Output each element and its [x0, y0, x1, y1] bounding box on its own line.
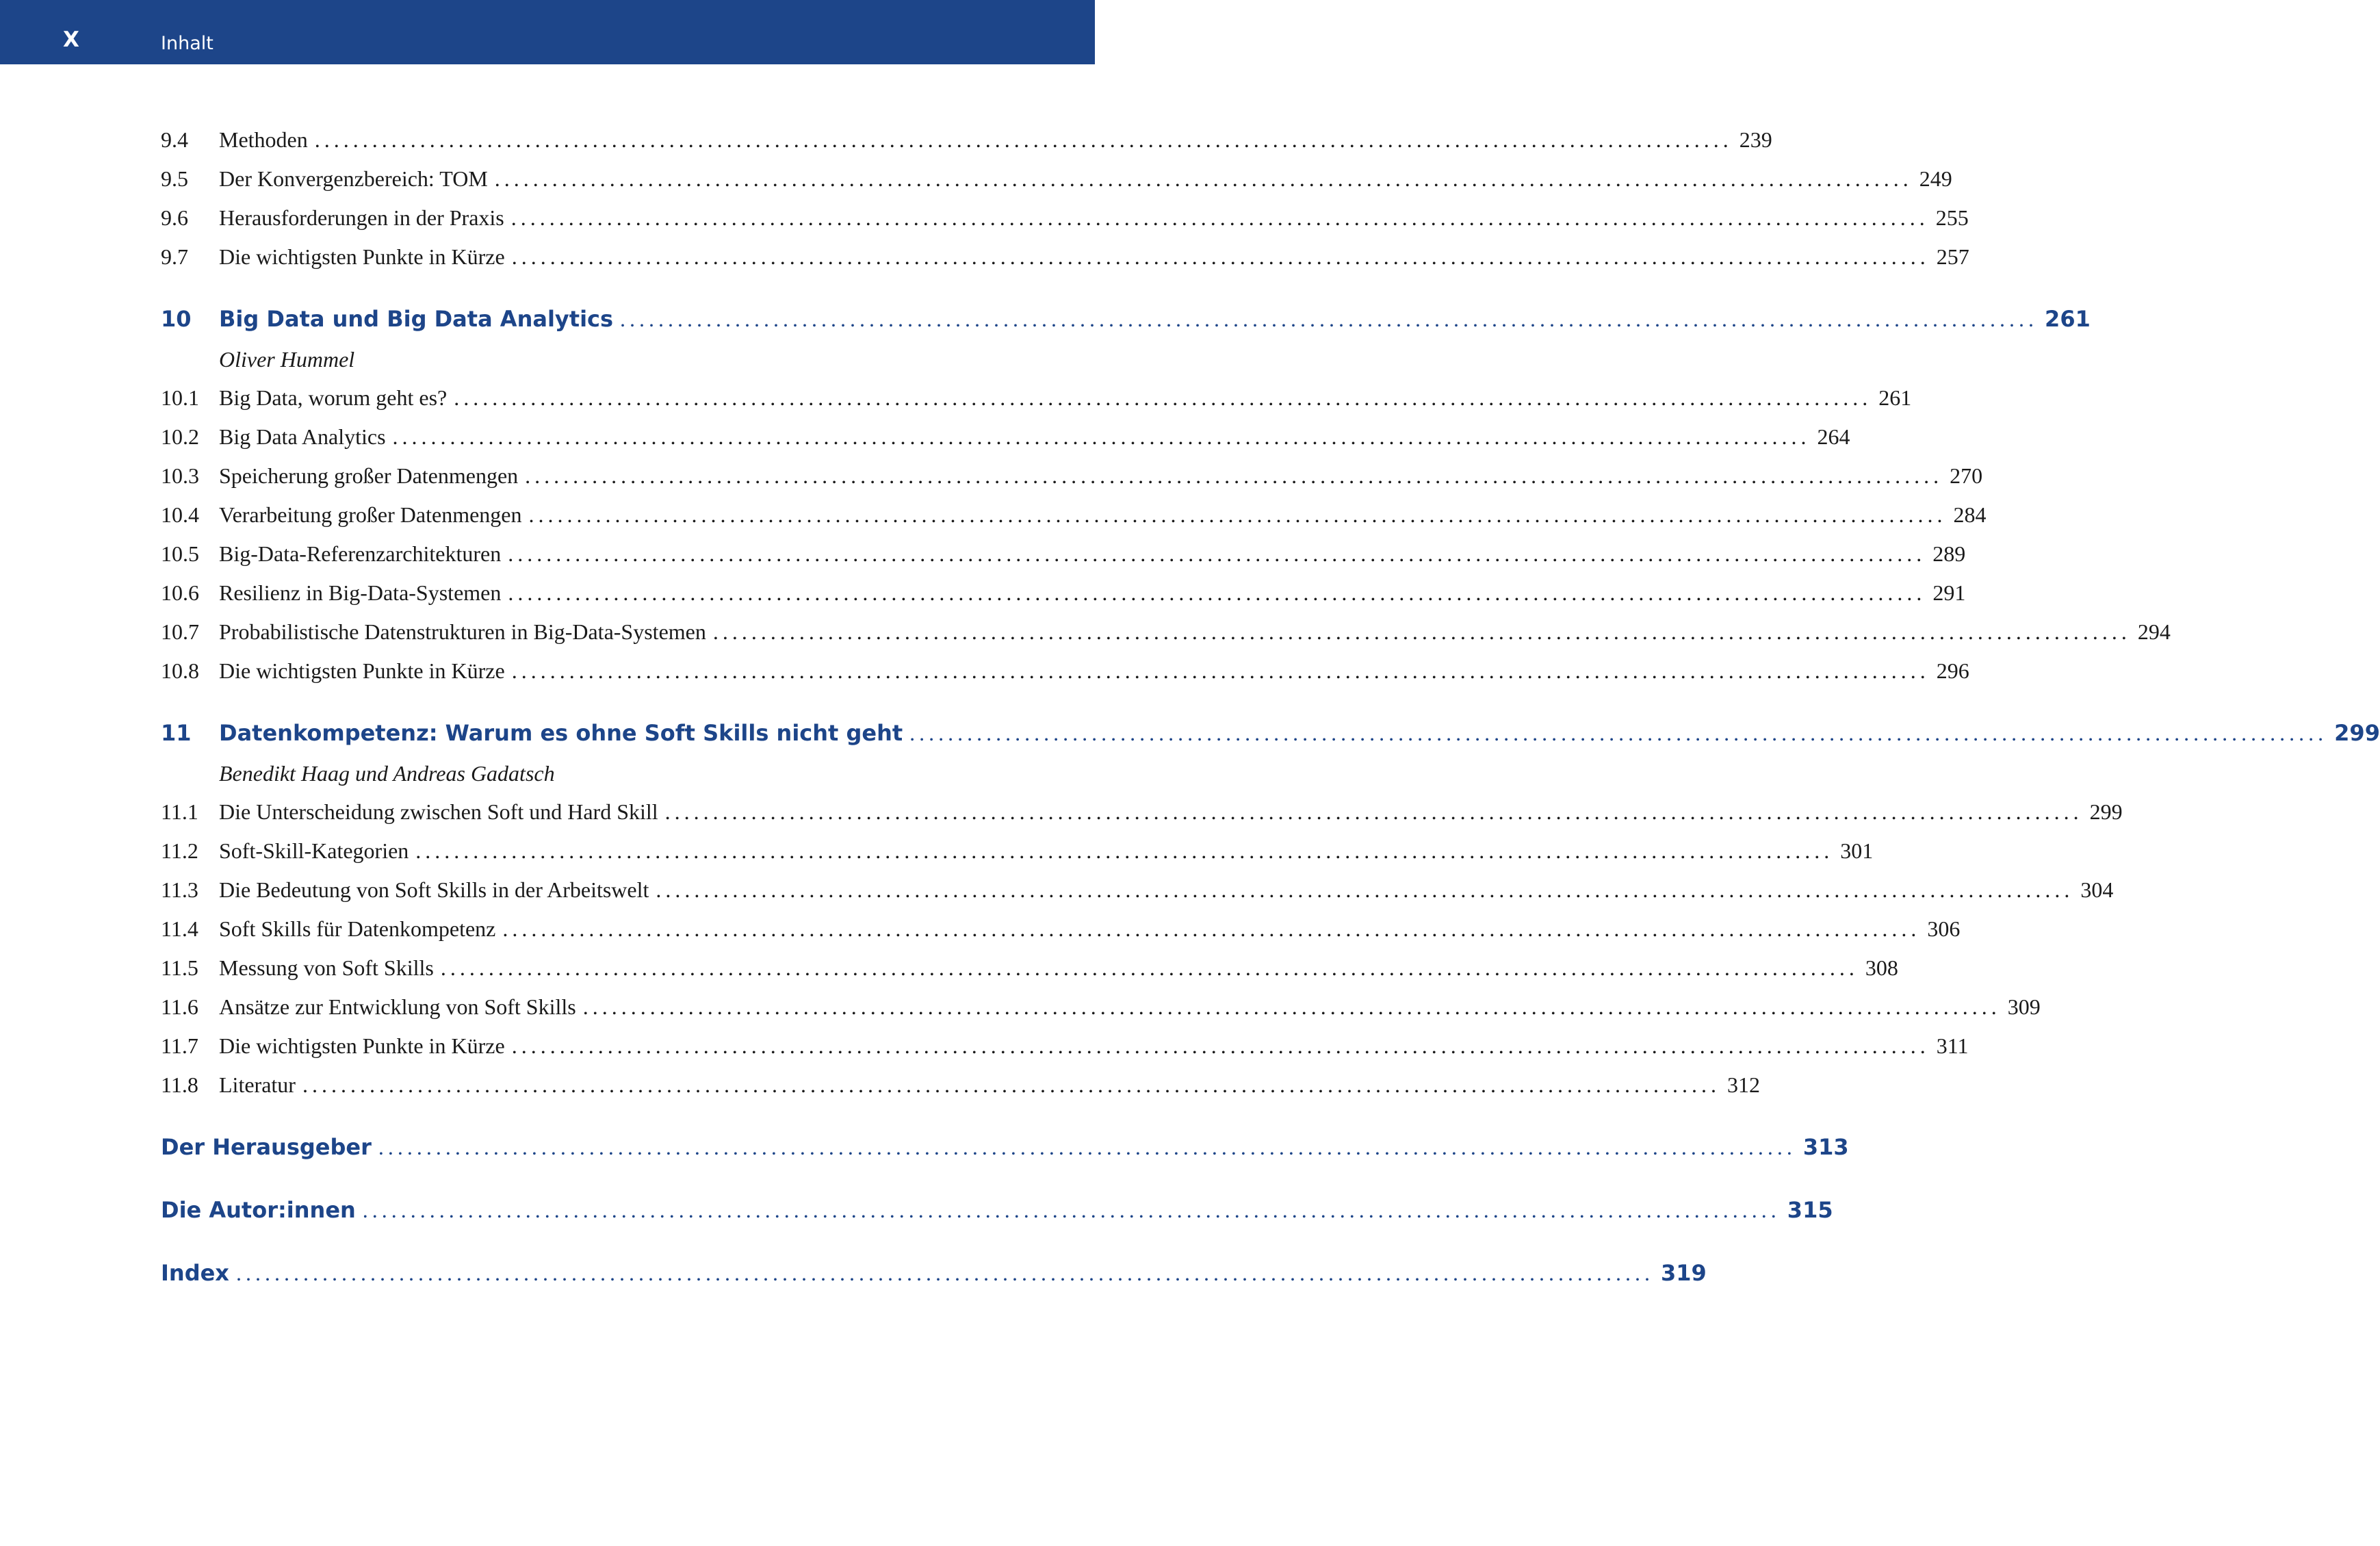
dot-leader: ....................................................................................................................................................	[511, 1033, 1930, 1058]
toc-autorinnen[interactable]	[161, 1197, 1833, 1227]
toc-number: 9.7	[161, 244, 188, 269]
toc-number: 11.8	[161, 1072, 198, 1097]
toc-page: 239	[1739, 127, 1772, 152]
toc-number: 11.1	[161, 799, 198, 824]
toc-title: Ansätze zur Entwicklung von Soft Skills	[219, 994, 576, 1019]
toc-number: 11.2	[161, 838, 198, 863]
toc-entry-11-5[interactable]	[161, 955, 1898, 985]
toc-entry-9-4[interactable]	[161, 127, 1772, 157]
toc-index[interactable]	[161, 1260, 1707, 1290]
toc-number: 9.4	[161, 127, 188, 152]
toc-page: 301	[1840, 838, 1874, 863]
dot-leader: ....................................................................................................................................................	[494, 166, 1913, 191]
dot-leader: ....................................................................................................................................................	[620, 307, 2039, 331]
dot-leader: ....................................................................................................................................................	[502, 916, 1921, 941]
toc-page: 255	[1935, 205, 1969, 230]
dot-leader: ....................................................................................................................................................	[664, 799, 2083, 824]
page-number: X	[63, 27, 79, 52]
toc-page: 312	[1726, 1072, 1760, 1097]
dot-leader: ....................................................................................................................................................	[454, 385, 1872, 410]
toc-entry-11-8[interactable]	[161, 1072, 1760, 1103]
toc-number: 11.4	[161, 916, 198, 941]
dot-leader: ....................................................................................................................................................	[415, 838, 1834, 863]
dot-leader: ....................................................................................................................................................	[712, 619, 2131, 644]
toc-entry-11-2[interactable]	[161, 838, 1874, 868]
dot-leader: ....................................................................................................................................................	[656, 877, 2074, 902]
dot-leader: ....................................................................................................................................................	[511, 244, 1930, 269]
toc-title: Die Unterscheidung zwischen Soft und Hard Skill	[219, 799, 658, 824]
toc-title: Die wichtigsten Punkte in Kürze	[219, 658, 505, 683]
toc-number: 10.3	[161, 463, 199, 488]
chapter-title: Datenkompetenz: Warum es ohne Soft Skills nicht geht	[219, 720, 903, 746]
toc-title: Big Data, worum geht es?	[219, 385, 448, 410]
toc-number: 10.6	[161, 580, 199, 605]
toc-title: Big-Data-Referenzarchitekturen	[219, 541, 502, 566]
toc-title: Big Data Analytics	[219, 424, 386, 449]
toc-number: 10.5	[161, 541, 199, 566]
toc-entry-10-7[interactable]	[161, 619, 2171, 649]
chapter-number: 11	[161, 720, 192, 746]
toc-entry-11-6[interactable]	[161, 994, 2041, 1025]
toc-page: 291	[1932, 580, 1966, 605]
toc-title: Soft Skills für Datenkompetenz	[219, 916, 496, 941]
section-title: Der Herausgeber	[161, 1134, 372, 1160]
toc-page: 249	[1919, 166, 1952, 191]
toc-number: 10.8	[161, 658, 199, 683]
chapter-author: Benedikt Haag und Andreas Gadatsch	[219, 761, 555, 786]
dot-leader: ....................................................................................................................................................	[525, 463, 1943, 488]
toc-page: 304	[2080, 877, 2114, 902]
toc-entry-11-7[interactable]	[161, 1033, 1969, 1064]
toc-page: 299	[2089, 799, 2123, 824]
toc-title: Die wichtigsten Punkte in Kürze	[219, 244, 505, 269]
toc-number: 11.7	[161, 1033, 198, 1058]
toc-number: 11.6	[161, 994, 198, 1019]
dot-leader: ....................................................................................................................................................	[302, 1072, 1720, 1097]
dot-leader: ....................................................................................................................................................	[235, 1261, 1654, 1285]
toc-entry-9-7[interactable]	[161, 244, 1969, 274]
toc-entry-9-6[interactable]	[161, 205, 1969, 235]
toc-page: 296	[1936, 658, 1969, 683]
toc-title: Methoden	[219, 127, 308, 152]
toc-number: 11.3	[161, 877, 198, 902]
toc-page: 308	[1865, 955, 1898, 980]
toc-page: 309	[2007, 994, 2041, 1019]
section-page: 315	[1787, 1197, 1833, 1223]
toc-entry-11-4[interactable]	[161, 916, 1961, 946]
section-title: Index	[161, 1260, 229, 1286]
toc-entry-10-4[interactable]	[161, 502, 1987, 532]
toc-title: Speicherung großer Datenmengen	[219, 463, 519, 488]
toc-entry-11-1[interactable]	[161, 799, 2123, 829]
chapter-author: Oliver Hummel	[219, 347, 355, 372]
toc-entry-10-5[interactable]	[161, 541, 1966, 571]
toc-entry-10-2[interactable]	[161, 424, 1850, 454]
toc-title: Der Konvergenzbereich: TOM	[219, 166, 488, 191]
toc-entry-10-3[interactable]	[161, 463, 1983, 493]
dot-leader: ....................................................................................................................................................	[510, 205, 1929, 230]
toc-title: Resilienz in Big-Data-Systemen	[219, 580, 502, 605]
toc-number: 11.5	[161, 955, 198, 980]
toc-entry-9-5[interactable]	[161, 166, 1952, 196]
toc-title: Die wichtigsten Punkte in Kürze	[219, 1033, 505, 1058]
dot-leader: ....................................................................................................................................................	[378, 1135, 1796, 1159]
toc-page: 289	[1932, 541, 1966, 566]
dot-leader: ....................................................................................................................................................	[582, 994, 2001, 1019]
toc-number: 10.7	[161, 619, 199, 644]
chapter-page: 261	[2045, 306, 2091, 332]
running-head: Inhalt	[161, 33, 214, 54]
section-page: 319	[1660, 1260, 1707, 1286]
dot-leader: ....................................................................................................................................................	[508, 541, 1926, 566]
dot-leader: ....................................................................................................................................................	[909, 721, 2328, 745]
toc-title: Soft-Skill-Kategorien	[219, 838, 409, 863]
dot-leader: ....................................................................................................................................................	[528, 502, 1947, 527]
toc-page: 264	[1817, 424, 1850, 449]
chapter-page: 299	[2334, 720, 2380, 746]
toc-chapter-11[interactable]	[161, 720, 2380, 750]
toc-number: 9.6	[161, 205, 188, 230]
toc-entry-10-1[interactable]	[161, 385, 1912, 415]
toc-chapter-10[interactable]	[161, 306, 2091, 336]
toc-page: 257	[1936, 244, 1969, 269]
toc-title: Herausforderungen in der Praxis	[219, 205, 504, 230]
chapter-number: 10	[161, 306, 192, 332]
toc-herausgeber[interactable]	[161, 1134, 1849, 1164]
dot-leader: ....................................................................................................................................................	[362, 1198, 1781, 1222]
dot-leader: ....................................................................................................................................................	[440, 955, 1859, 980]
toc-title: Die Bedeutung von Soft Skills in der Arbeitswelt	[219, 877, 649, 902]
dot-leader: ....................................................................................................................................................	[392, 424, 1811, 449]
toc-number: 10.2	[161, 424, 199, 449]
toc-title: Messung von Soft Skills	[219, 955, 434, 980]
section-page: 313	[1802, 1134, 1849, 1160]
toc-entry-11-3[interactable]	[161, 877, 2114, 907]
toc-number: 10.4	[161, 502, 199, 527]
dot-leader: ....................................................................................................................................................	[314, 127, 1733, 152]
toc-entry-10-6[interactable]	[161, 580, 1966, 610]
section-title: Die Autor:innen	[161, 1197, 356, 1223]
toc-number: 9.5	[161, 166, 188, 191]
toc-number: 10.1	[161, 385, 199, 410]
toc-title: Verarbeitung großer Datenmengen	[219, 502, 522, 527]
toc-title: Probabilistische Datenstrukturen in Big-Data-Systemen	[219, 619, 706, 644]
toc-page: 284	[1953, 502, 1987, 527]
dot-leader: ....................................................................................................................................................	[508, 580, 1926, 605]
dot-leader: ....................................................................................................................................................	[511, 658, 1930, 683]
toc-page: 311	[1936, 1033, 1969, 1058]
toc-page: 294	[2137, 619, 2171, 644]
toc-page: 261	[1878, 385, 1912, 410]
chapter-title: Big Data und Big Data Analytics	[219, 306, 614, 332]
toc-page: 306	[1927, 916, 1961, 941]
toc-entry-10-8[interactable]	[161, 658, 1969, 688]
toc-title: Literatur	[219, 1072, 296, 1097]
toc-page: 270	[1950, 463, 1983, 488]
